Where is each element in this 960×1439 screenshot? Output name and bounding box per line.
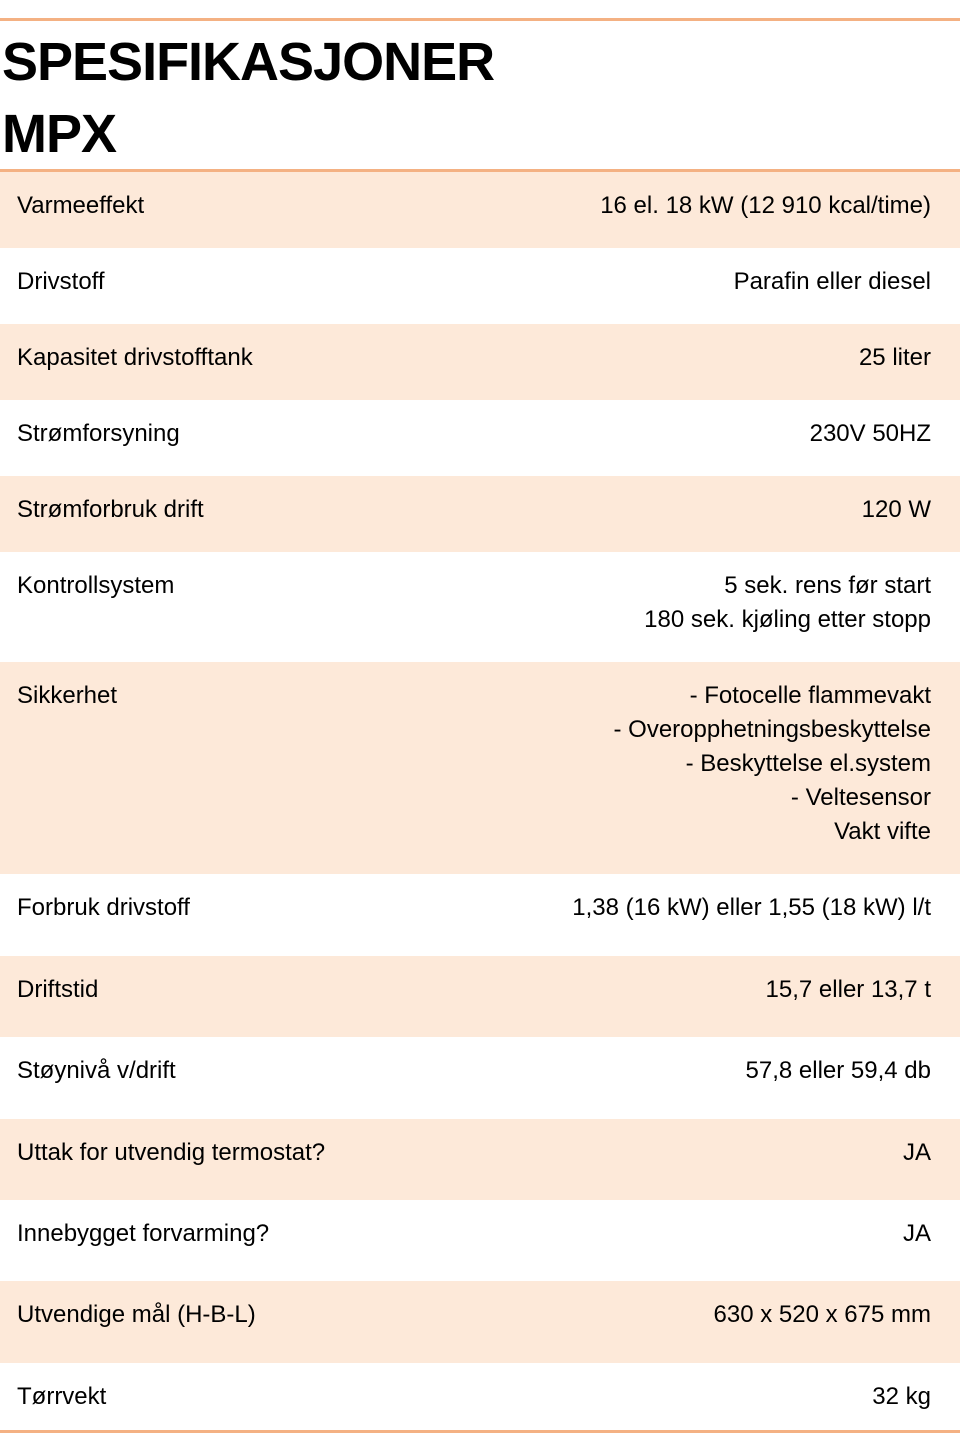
spec-row (0, 1281, 960, 1363)
spec-row (0, 1037, 960, 1119)
spec-value (613, 679, 960, 849)
spec-label: Driftstid (17, 976, 99, 1003)
spec-value-line: Vakt vifte (834, 818, 931, 845)
spec-value (859, 341, 960, 375)
spec-label: Utvendige mål (H-B-L) (17, 1301, 256, 1328)
spec-value-line: 230V 50HZ (809, 420, 931, 447)
spec-row (0, 324, 960, 400)
spec-value (714, 1298, 960, 1332)
spec-value (746, 1054, 960, 1088)
spec-row (0, 874, 960, 956)
spec-value (644, 569, 960, 637)
spec-value (903, 1217, 960, 1251)
spec-label: Kontrollsystem (17, 572, 175, 599)
spec-value-line: 1,38 (16 kW) eller 1,55 (18 kW) l/t (572, 894, 931, 921)
spec-label: Strømforsyning (17, 420, 180, 447)
spec-row (0, 552, 960, 662)
spec-value-line: 120 W (861, 496, 931, 523)
page-title (2, 26, 494, 170)
title-line-1: SPESIFIKASJONER (2, 32, 495, 92)
spec-value-line: JA (902, 1220, 931, 1247)
spec-value (862, 493, 960, 527)
spec-value-line: 32 kg (872, 1383, 931, 1410)
spec-row (0, 662, 960, 874)
spec-row (0, 476, 960, 552)
bottom-rule (0, 1430, 960, 1433)
spec-label: Drivstoff (17, 268, 105, 295)
spec-label: Sikkerhet (17, 682, 118, 709)
spec-value-line: 25 liter (858, 344, 931, 371)
spec-row (0, 1363, 960, 1439)
spec-label: Strømforbruk drift (17, 496, 204, 523)
spec-label: Forbruk drivstoff (17, 894, 190, 921)
spec-value (600, 189, 960, 223)
spec-label: Varmeeffekt (17, 192, 145, 219)
spec-label: Uttak for utvendig termostat? (17, 1139, 326, 1166)
spec-value-line: 57,8 eller 59,4 db (745, 1057, 931, 1084)
spec-value (572, 891, 960, 925)
spec-row (0, 172, 960, 248)
spec-row (0, 248, 960, 324)
spec-value (872, 1380, 960, 1414)
spec-value (766, 973, 960, 1007)
spec-row (0, 1119, 960, 1200)
spec-row (0, 400, 960, 476)
spec-value-line: - Overopphetningsbeskyttelse (613, 716, 931, 743)
spec-label: Tørrvekt (17, 1383, 107, 1410)
spec-table (0, 172, 960, 1439)
spec-value-line: - Fotocelle flammevakt (689, 682, 931, 709)
spec-value-line: 5 sek. rens før start (724, 572, 931, 599)
title-line-2: MPX (2, 104, 117, 164)
spec-value-line: 16 el. 18 kW (12 910 kcal/time) (600, 192, 931, 219)
spec-value-line: 15,7 eller 13,7 t (765, 976, 931, 1003)
spec-row (0, 1200, 960, 1281)
spec-value (810, 417, 960, 451)
spec-label: Kapasitet drivstofftank (17, 344, 253, 371)
spec-value-line: - Beskyttelse el.system (685, 750, 931, 777)
spec-value (903, 1136, 960, 1170)
spec-value-line: 180 sek. kjøling etter stopp (644, 606, 931, 633)
spec-row (0, 956, 960, 1037)
spec-value (734, 265, 960, 299)
spec-label: Innebygget forvarming? (17, 1220, 270, 1247)
spec-value-line: - Veltesensor (790, 784, 931, 811)
spec-value-line: JA (902, 1139, 931, 1166)
spec-value-line: Parafin eller diesel (733, 268, 931, 295)
spec-value-line: 630 x 520 x 675 mm (713, 1301, 931, 1328)
top-rule (0, 18, 960, 21)
spec-label: Støynivå v/drift (17, 1057, 176, 1084)
